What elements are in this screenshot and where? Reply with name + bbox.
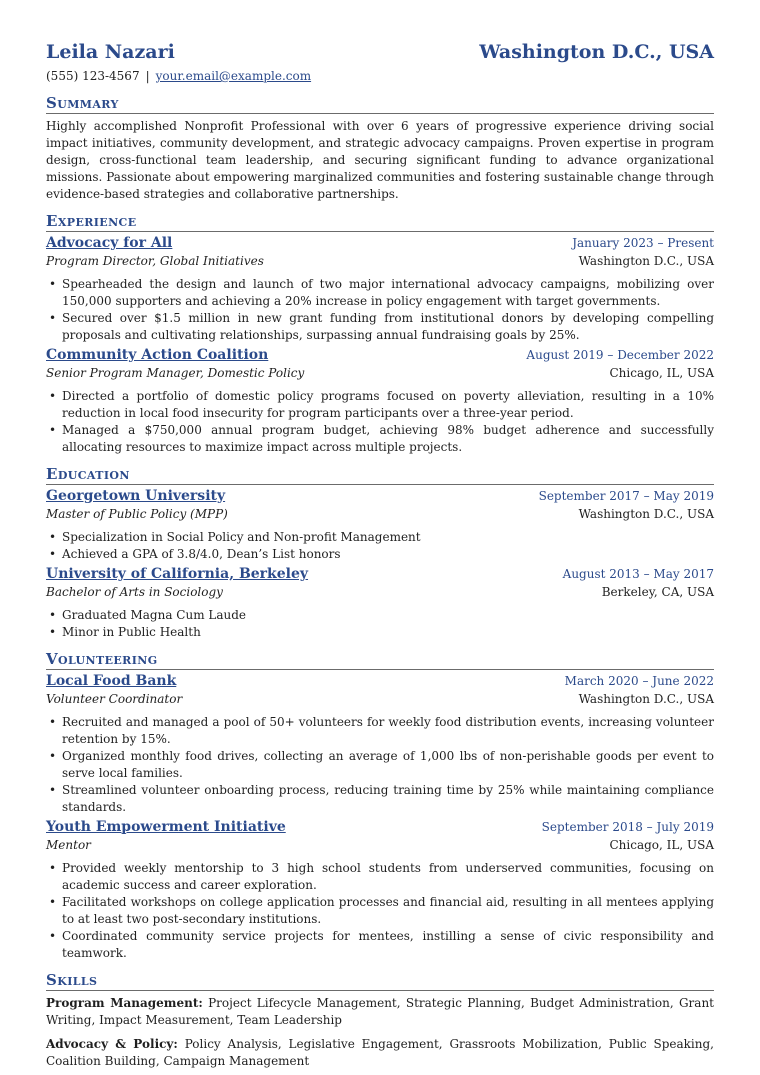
experience-entry [46, 234, 714, 344]
list-item: • Directed a portfolio of domestic policy programs focused on poverty alleviation, resulting in a 10% reduction in local food insecurity for program participants over a three-year period. [46, 388, 714, 422]
section-title-volunteering: Volunteering [46, 649, 714, 670]
entry-bullets [46, 529, 714, 563]
entry-bullets [46, 860, 714, 962]
list-item: • Organized monthly food drives, collecting an average of 1,000 lbs of non-perishable goods per event to serve local families. [46, 748, 714, 782]
entry-location: Washington D.C., USA [578, 507, 714, 521]
candidate-location: Washington D.C., USA [479, 41, 714, 63]
experience-entry [46, 346, 714, 456]
entry-role: Mentor [46, 838, 91, 852]
phone-number: (555) 123-4567 [46, 69, 140, 83]
list-item: • Graduated Magna Cum Laude [46, 607, 714, 624]
entry-dates: September 2017 – May 2019 [538, 489, 714, 503]
entry-role: Master of Public Policy (MPP) [46, 507, 228, 521]
list-item: • Streamlined volunteer onboarding process, reducing training time by 25% while maintaining compliance standards. [46, 782, 714, 816]
entry-bullets [46, 714, 714, 816]
entry-role: Bachelor of Arts in Sociology [46, 585, 223, 599]
email-link[interactable]: your.email@example.com [155, 69, 312, 83]
education-entry [46, 487, 714, 563]
org-link[interactable]: Georgetown University [46, 488, 226, 504]
section-title-skills: Skills [46, 970, 714, 991]
entry-role: Senior Program Manager, Domestic Policy [46, 366, 305, 380]
org-link[interactable]: Community Action Coalition [46, 347, 269, 363]
skill-label: Advocacy & Policy: [46, 1037, 178, 1051]
entry-bullets [46, 607, 714, 641]
volunteering-entry [46, 818, 714, 962]
section-title-summary: Summary [46, 93, 714, 114]
org-link[interactable]: Advocacy for All [46, 235, 173, 251]
summary-text: Highly accomplished Nonprofit Professional with over 6 years of progressive experience driving social impact initiatives, community development, and strategic advocacy campaigns. Proven expertise in program design, cross-functional team leadership, and securing significant funding to advance organizational missions. Passionate about empowering marginalized communities and fostering sustainable change through evidence-based strategies and collaborative partnerships. [46, 119, 714, 201]
list-item: • Achieved a GPA of 3.8/4.0, Dean’s List honors [46, 546, 714, 563]
list-item: • Recruited and managed a pool of 50+ volunteers for weekly food distribution events, increasing volunteer retention by 15%. [46, 714, 714, 748]
skill-line [46, 1036, 714, 1070]
list-item: • Managed a $750,000 annual program budget, achieving 98% budget adherence and successfully allocating resources to maximize impact across multiple projects. [46, 422, 714, 456]
contact-separator: | [145, 69, 150, 83]
list-item: • Specialization in Social Policy and Non-profit Management [46, 529, 714, 546]
volunteering-entry [46, 672, 714, 816]
skill-text: Project Lifecycle Management, Strategic Planning, Budget Administration, Grant Writing, Impact Measurement, Team Leadership [46, 996, 714, 1027]
entry-location: Berkeley, CA, USA [601, 585, 714, 599]
entry-dates: August 2019 – December 2022 [526, 348, 714, 362]
entry-location: Washington D.C., USA [578, 254, 714, 268]
entry-role: Program Director, Global Initiatives [46, 254, 264, 268]
list-item: • Minor in Public Health [46, 624, 714, 641]
skill-line [46, 995, 714, 1029]
skill-label: Program Management: [46, 996, 203, 1010]
list-item: • Spearheaded the design and launch of two major international advocacy campaigns, mobilizing over 150,000 supporters and achieving a 20% increase in policy engagement with target governments. [46, 276, 714, 310]
entry-dates: August 2013 – May 2017 [562, 567, 714, 581]
list-item: • Provided weekly mentorship to 3 high school students from underserved communities, focusing on academic success and career exploration. [46, 860, 714, 894]
org-link[interactable]: Youth Empowerment Initiative [46, 819, 286, 835]
entry-location: Washington D.C., USA [578, 692, 714, 706]
entry-dates: January 2023 – Present [572, 236, 714, 250]
entry-location: Chicago, IL, USA [609, 838, 714, 852]
org-link[interactable]: University of California, Berkeley [46, 566, 309, 582]
section-title-experience: Experience [46, 211, 714, 232]
list-item: • Facilitated workshops on college application processes and financial aid, resulting in all mentees applying to at least two post-secondary institutions. [46, 894, 714, 928]
list-item: • Coordinated community service projects for mentees, instilling a sense of civic responsibility and teamwork. [46, 928, 714, 962]
education-entry [46, 565, 714, 641]
list-item: • Secured over $1.5 million in new grant funding from institutional donors by developing compelling proposals and cultivating relationships, surpassing annual fundraising goals by 25%. [46, 310, 714, 344]
candidate-name: Leila Nazari [46, 41, 175, 63]
contact-line [46, 68, 714, 85]
skill-text: Policy Analysis, Legislative Engagement, Grassroots Mobilization, Public Speaking, Coalition Building, Campaign Management [46, 1037, 714, 1068]
entry-dates: September 2018 – July 2019 [541, 820, 714, 834]
entry-role: Volunteer Coordinator [46, 692, 183, 706]
entry-dates: March 2020 – June 2022 [564, 674, 714, 688]
entry-bullets [46, 276, 714, 344]
entry-bullets [46, 388, 714, 456]
resume-header [46, 40, 714, 64]
section-title-education: Education [46, 464, 714, 485]
entry-location: Chicago, IL, USA [609, 366, 714, 380]
org-link[interactable]: Local Food Bank [46, 673, 177, 689]
